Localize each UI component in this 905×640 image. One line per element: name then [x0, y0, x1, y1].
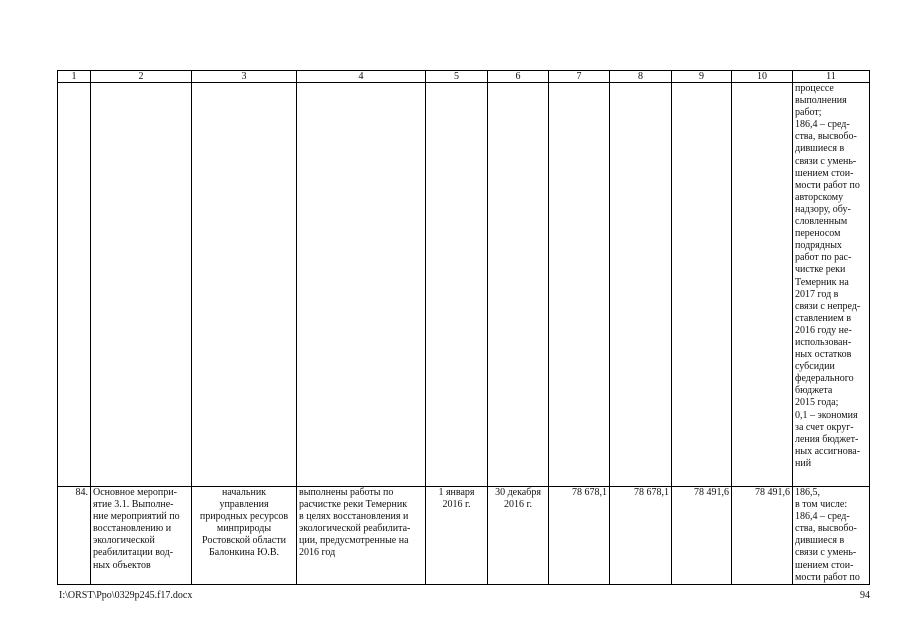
text-line: 186,4 – сред-: [795, 119, 850, 131]
text-line: Ростовской области: [202, 535, 286, 547]
value-col9: 78 491,6: [672, 487, 732, 585]
value-col10: 78 491,6: [732, 487, 793, 585]
col-header-2: 2: [91, 71, 192, 83]
text-line: восстановлению и: [93, 523, 172, 535]
text-line: авторскому: [795, 191, 844, 203]
row-number: 84.: [58, 487, 91, 585]
text-line: связи с умень-: [795, 155, 857, 167]
text-line: ний: [795, 457, 812, 469]
text-line: ние мероприятий по: [93, 511, 180, 523]
col-header-9: 9: [672, 71, 732, 83]
col-header-4: 4: [297, 71, 426, 83]
text-line: федерального: [795, 373, 854, 385]
col-header-7: 7: [549, 71, 610, 83]
text-line: начальник: [221, 487, 267, 498]
text-line: словленным: [795, 216, 848, 228]
text-line: в целях восстановления и: [299, 511, 409, 523]
text-line: мости работ по: [795, 571, 860, 583]
text-line: ления бюджет-: [795, 433, 859, 445]
continuation-note: [793, 83, 870, 487]
text-line: 1 января: [438, 487, 475, 498]
page-number: 94: [860, 590, 870, 601]
activity-result: [297, 487, 426, 585]
text-line: связи с умень-: [795, 547, 857, 559]
text-line: мости работ по: [795, 179, 860, 191]
text-line: ных ассигнова-: [795, 445, 861, 457]
activity-name: [91, 487, 192, 585]
text-line: чистке реки: [795, 264, 846, 276]
text-line: 2016 г.: [442, 499, 471, 511]
text-line: работ;: [795, 107, 822, 119]
text-line: ства, высвобо-: [795, 523, 857, 535]
text-line: расчистке реки Темерник: [299, 499, 408, 511]
value-col8: 78 678,1: [610, 487, 672, 585]
value-col7: 78 678,1: [549, 487, 610, 585]
text-line: бюджета: [795, 385, 833, 397]
text-line: 2016 год: [299, 547, 336, 559]
text-line: экологической: [93, 535, 155, 547]
text-line: дившиеся в: [795, 143, 845, 155]
col-header-6: 6: [488, 71, 549, 83]
text-line: в том числе:: [795, 499, 848, 511]
text-line: надзору, обу-: [795, 203, 851, 215]
text-line: экологической реабилита-: [299, 523, 411, 535]
text-line: природных ресурсов: [199, 511, 289, 523]
text-line: шением стои-: [795, 167, 854, 179]
end-date: [488, 487, 549, 585]
col-header-1: 1: [58, 71, 91, 83]
text-line: выполнены работы по: [299, 487, 394, 498]
text-line: 186,4 – сред-: [795, 511, 850, 523]
col-header-3: 3: [192, 71, 297, 83]
row-note: [793, 487, 870, 585]
text-line: ции, предусмотренные на: [299, 535, 409, 547]
text-line: субсидии: [795, 361, 835, 373]
text-line: ства, высвобо-: [795, 131, 857, 143]
table-row-continuation: [58, 83, 870, 487]
col-header-10: 10: [732, 71, 793, 83]
text-line: работ по рас-: [795, 252, 852, 264]
text-line: ятие 3.1. Выполне-: [93, 499, 174, 511]
col-header-11: 11: [793, 71, 870, 83]
text-line: шением стои-: [795, 559, 854, 571]
responsible-person: [192, 487, 297, 585]
text-line: управления: [219, 499, 269, 511]
text-line: 2016 году не-: [795, 324, 852, 336]
col-header-8: 8: [610, 71, 672, 83]
text-line: дившиеся в: [795, 535, 845, 547]
text-line: 2015 года;: [795, 397, 839, 409]
text-line: 0,1 – экономия: [795, 409, 858, 421]
text-line: ных остатков: [795, 349, 852, 361]
text-line: реабилитации вод-: [93, 547, 174, 559]
header-row: [58, 71, 870, 83]
text-line: использован-: [795, 336, 852, 348]
text-line: Балонкина Ю.В.: [208, 547, 280, 559]
start-date: [426, 487, 488, 585]
text-line: связи с непред-: [795, 300, 861, 312]
text-line: процессе: [795, 83, 834, 94]
text-line: подрядных: [795, 240, 842, 252]
text-line: минприроды: [216, 523, 272, 535]
col-header-5: 5: [426, 71, 488, 83]
text-line: за счет округ-: [795, 421, 854, 433]
text-line: переносом: [795, 228, 841, 240]
table-row-84: [58, 487, 870, 585]
text-line: 186,5,: [795, 487, 820, 498]
file-path: I:\ORST\Ppo\0329p245.f17.docx: [59, 590, 193, 601]
text-line: выполнения: [795, 95, 847, 107]
text-line: 2017 год в: [795, 288, 839, 300]
text-line: Темерник на: [795, 276, 849, 288]
text-line: Основное меропри-: [93, 487, 177, 498]
text-line: ставлением в: [795, 312, 852, 324]
text-line: 2016 г.: [504, 499, 532, 511]
report-table: [57, 70, 870, 585]
text-line: 30 декабря: [495, 487, 541, 498]
text-line: ных объектов: [93, 559, 151, 571]
